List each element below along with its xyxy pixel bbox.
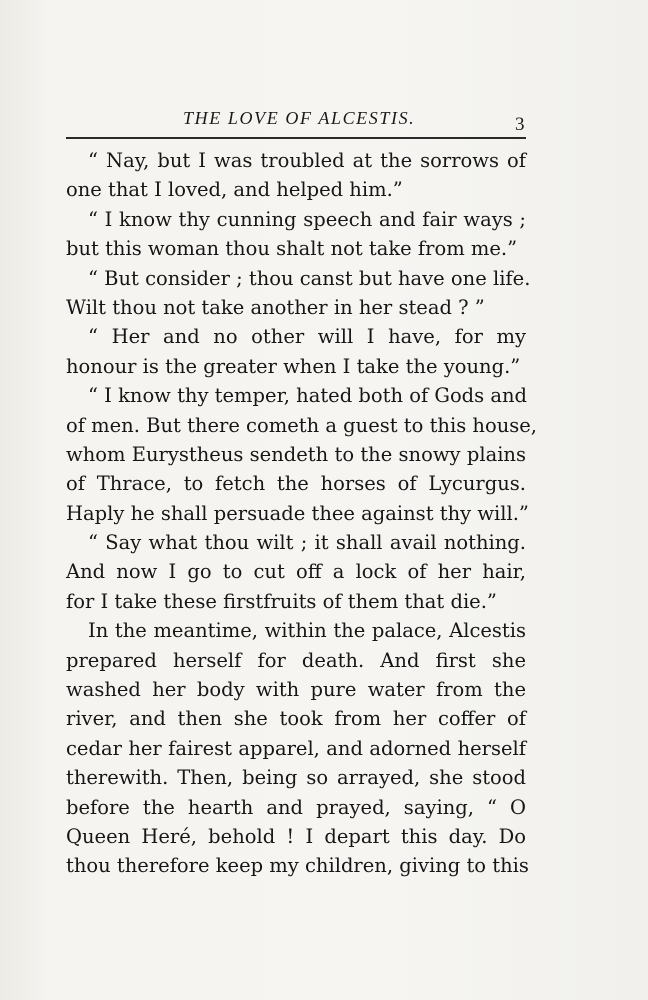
body-text bbox=[66, 146, 538, 881]
text-line: Queen Heré, behold ! I depart this day. Do bbox=[66, 824, 526, 848]
text-line: “ I know thy temper, hated both of Gods and bbox=[88, 384, 528, 408]
paragraph bbox=[66, 528, 526, 616]
text-line: “ I know thy cunning speech and fair ways ; bbox=[88, 207, 526, 231]
text-line: “ But consider ; thou canst but have one life. bbox=[88, 266, 531, 290]
paragraph bbox=[66, 146, 526, 205]
text-line: but this woman thou shalt not take from me.” bbox=[66, 237, 518, 261]
text-line: cedar her fairest apparel, and adorned herself bbox=[66, 736, 526, 760]
text-line: whom Eurystheus sendeth to the snowy plains bbox=[66, 442, 526, 466]
text-line: thou therefore keep my children, giving to this bbox=[66, 854, 529, 878]
text-line: And now I go to cut off a lock of her hair, bbox=[66, 560, 526, 584]
text-line: therewith. Then, being so arrayed, she stood bbox=[66, 766, 526, 790]
text-line: before the hearth and prayed, saying, “ O bbox=[66, 795, 526, 819]
running-head bbox=[0, 108, 648, 134]
paragraph bbox=[66, 616, 529, 881]
text-line: prepared herself for death. And first she bbox=[66, 648, 526, 672]
text-line: In the meantime, within the palace, Alcestis bbox=[88, 619, 526, 643]
text-line: for I take these firstfruits of them that die.” bbox=[66, 589, 497, 613]
text-line: “ Nay, but I was troubled at the sorrows of bbox=[88, 149, 526, 172]
text-line: washed her body with pure water from the bbox=[66, 678, 526, 702]
text-line: river, and then she took from her coffer of bbox=[66, 707, 526, 731]
text-line: one that I loved, and helped him.” bbox=[66, 178, 403, 202]
text-line: Wilt thou not take another in her stead ? ” bbox=[66, 295, 485, 319]
paragraph bbox=[66, 381, 538, 528]
paragraph bbox=[66, 264, 531, 323]
running-title: THE LOVE OF ALCESTIS. bbox=[183, 108, 416, 128]
text-line: “ Her and no other will I have, for my bbox=[88, 325, 526, 349]
text-line: Haply he shall persuade thee against thy will.” bbox=[66, 501, 529, 525]
paragraph bbox=[66, 322, 526, 381]
header-rule bbox=[66, 137, 526, 139]
text-line: of men. But there cometh a guest to this house, bbox=[66, 413, 538, 437]
paragraph bbox=[66, 205, 526, 264]
text-line: honour is the greater when I take the young.” bbox=[66, 354, 521, 378]
text-line: of Thrace, to fetch the horses of Lycurgus. bbox=[66, 472, 526, 496]
page-number: 3 bbox=[515, 114, 525, 135]
text-line: “ Say what thou wilt ; it shall avail nothing. bbox=[88, 531, 526, 555]
